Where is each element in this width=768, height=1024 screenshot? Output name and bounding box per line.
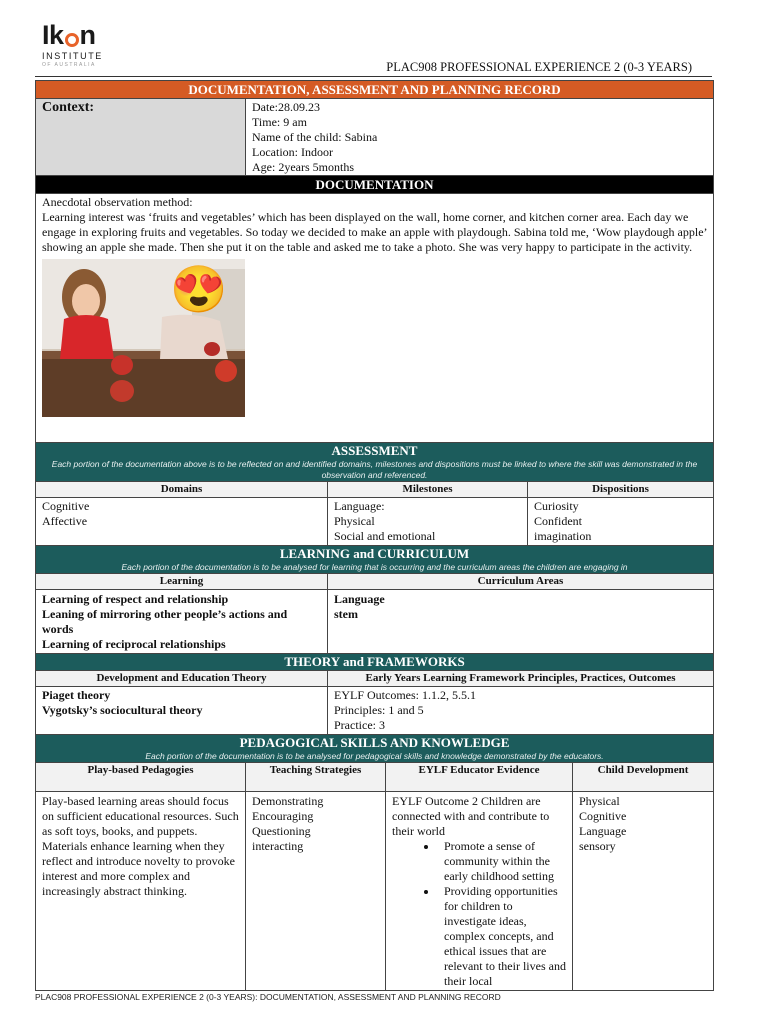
record-table (35, 80, 714, 991)
milestone-item: Physical (334, 514, 375, 528)
disposition-item: Curiosity (534, 499, 579, 513)
context-age: Age: 2years 5months (252, 160, 354, 174)
assessment-header (36, 443, 714, 482)
pedagogy-header (36, 735, 714, 763)
evidence-cell (386, 792, 573, 991)
context-date: Date:28.09.23 (252, 100, 320, 114)
col-educator-evidence: EYLF Educator Evidence (386, 763, 573, 792)
learning-item: Learning of respect and relationship (42, 592, 229, 606)
context-child-name: Name of the child: Sabina (252, 130, 378, 144)
strategy-item: Encouraging (252, 809, 314, 823)
col-curriculum-areas: Curriculum Areas (328, 574, 714, 590)
development-item: Cognitive (579, 809, 627, 823)
learning-item: Leaning of mirroring other people’s actions and words (42, 607, 288, 636)
curriculum-cell (328, 590, 714, 654)
theory-title: THEORY and FRAMEWORKS (284, 654, 465, 669)
theory-item: Vygotsky’s sociocultural theory (42, 703, 203, 717)
header-title: PLAC908 PROFESSIONAL EXPERIENCE 2 (0-3 YEARS) (386, 60, 692, 74)
ikon-logo (42, 22, 103, 68)
logo-word-b: n (79, 20, 96, 50)
col-teaching-strategies: Teaching Strategies (246, 763, 386, 792)
strategy-item: Questioning (252, 824, 311, 838)
eylf-principles: Principles: 1 and 5 (334, 703, 424, 717)
learning-header (36, 546, 714, 574)
evidence-intro: EYLF Outcome 2 Children are connected with and contribute to their world (392, 794, 550, 838)
record-title: DOCUMENTATION, ASSESSMENT AND PLANNING RECORD (36, 81, 714, 99)
evidence-list (392, 839, 566, 989)
milestones-cell (328, 498, 528, 546)
learning-subtitle: Each portion of the documentation is to be analysed for learning that is occurring and the curriculum areas the children are engaging in (121, 562, 628, 572)
theory-cell (36, 687, 328, 735)
eylf-cell (328, 687, 714, 735)
logo-sub: INSTITUTE (42, 51, 103, 61)
strategy-item: interacting (252, 839, 304, 853)
context-details (246, 99, 714, 176)
header-divider (35, 76, 712, 77)
observation-text: Learning interest was ‘fruits and vegetables’ which has been displayed on the wall, home corner, and kitchen corner area. Each day we engage in exploring fruits and vegetables. So today we decided to make an apple with playdough. Sabina told me, ‘Wow playdough apple’ showing an apple she made. Then she put it on the table and asked me to take a photo. She was very happy to participate in the activity. (42, 210, 707, 254)
col-play-based: Play-based Pedagogies (36, 763, 246, 792)
logo-word-a: Ik (42, 20, 64, 50)
col-eylf: Early Years Learning Framework Principles, Practices, Outcomes (328, 671, 714, 687)
learning-title: LEARNING and CURRICULUM (279, 546, 470, 561)
strategy-item: Demonstrating (252, 794, 324, 808)
development-cell (573, 792, 714, 991)
col-dispositions: Dispositions (528, 482, 714, 498)
documentation-title: DOCUMENTATION (36, 176, 714, 194)
context-location: Location: Indoor (252, 145, 333, 159)
milestone-item: Language: (334, 499, 385, 513)
eylf-practice: Practice: 3 (334, 718, 385, 732)
strategies-cell (246, 792, 386, 991)
domains-cell (36, 498, 328, 546)
development-item: Physical (579, 794, 620, 808)
context-time: Time: 9 am (252, 115, 307, 129)
development-item: Language (579, 824, 627, 838)
domain-item: Cognitive (42, 499, 90, 513)
curriculum-item: stem (334, 607, 358, 621)
dispositions-cell (528, 498, 714, 546)
pedagogy-title: PEDAGOGICAL SKILLS AND KNOWLEDGE (239, 735, 510, 750)
curriculum-item: Language (334, 592, 385, 606)
eylf-outcomes: EYLF Outcomes: 1.1.2, 5.5.1 (334, 688, 476, 702)
pedagogy-subtitle: Each portion of the documentation is to be analysed for pedagogical skills and knowledge demonstrated by the educators. (145, 751, 604, 761)
col-learning: Learning (36, 574, 328, 590)
learning-item: Learning of reciprocal relationships (42, 637, 226, 651)
evidence-point: • Promote a sense of community within the early childhood setting (438, 839, 566, 884)
logo-o-ring-icon (65, 33, 79, 47)
col-milestones: Milestones (328, 482, 528, 498)
development-item: sensory (579, 839, 616, 853)
play-based-cell: Play-based learning areas should focus on sufficient educational resources. Such as soft toys, books, and puppets. Materials enhance learning when they reflect and introduce novelty to provoke interest and more complex and increasingly abstract thinking. (36, 792, 246, 991)
logo-sub2: OF AUSTRALIA (42, 62, 96, 68)
col-domains: Domains (36, 482, 328, 498)
page-footer: PLAC908 PROFESSIONAL EXPERIENCE 2 (0-3 YEARS): DOCUMENTATION, ASSESSMENT AND PLANNING RECORD (35, 992, 501, 1002)
context-label: Context: (36, 99, 246, 176)
disposition-item: imagination (534, 529, 592, 543)
observation-photo (42, 259, 245, 417)
disposition-item: Confident (534, 514, 582, 528)
theory-item: Piaget theory (42, 688, 111, 702)
assessment-subtitle: Each portion of the documentation above is to be reflected on and identified domains, milestones and dispositions must be linked to where the skill was demonstrated in the observation and referenced. (51, 459, 698, 480)
observation-method: Anecdotal observation method: (42, 195, 193, 209)
theory-header (36, 654, 714, 671)
face-cover-emoji-icon: 😍 (170, 264, 228, 315)
col-child-development: Child Development (573, 763, 714, 792)
evidence-point: • Providing opportunities for children to investigate ideas, complex concepts, and ethical issues that are relevant to their lives and their local (438, 884, 566, 989)
domain-item: Affective (42, 514, 88, 528)
col-theory: Development and Education Theory (36, 671, 328, 687)
documentation-body (36, 194, 714, 443)
assessment-title: ASSESSMENT (331, 443, 418, 458)
milestone-item: Social and emotional (334, 529, 436, 543)
learning-cell (36, 590, 328, 654)
